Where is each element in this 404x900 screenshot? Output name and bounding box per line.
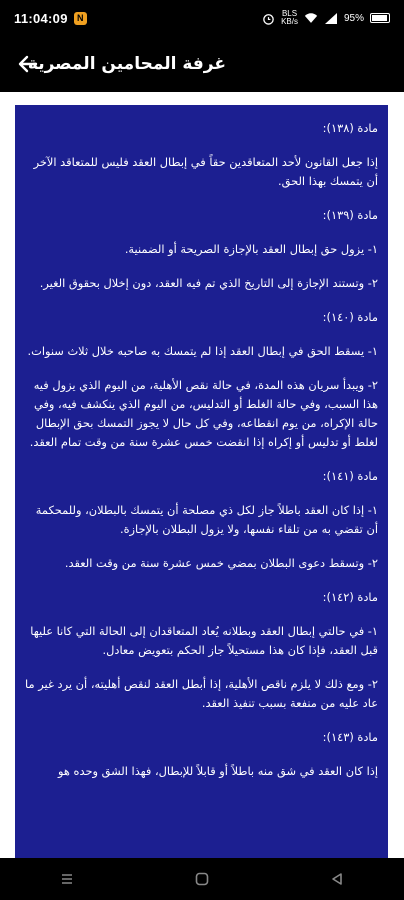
article-paragraph: ٢- ومع ذلك لا يلزم ناقص الأهلية، إذا أبطل العقد لنقص أهليته، أن يرد غير ما عاد عليه من منفعة بسبب تنفيذ العقد. bbox=[25, 677, 378, 710]
status-right bbox=[262, 10, 390, 26]
article-paragraph: ١- في حالتي إبطال العقد وبطلانه يُعاد المتعاقدان إلى الحالة التي كانا عليها قبل العقد، فإذا كان هذا مستحيلاً جاز الحكم بتعويض معادل. bbox=[30, 624, 378, 657]
page-title: غرفة المحامين المصرية bbox=[27, 54, 226, 74]
menu-icon bbox=[60, 872, 74, 886]
menu-button[interactable] bbox=[47, 864, 87, 894]
signal-icon bbox=[324, 12, 338, 24]
network-speed bbox=[281, 10, 298, 26]
app-notification-icon: N bbox=[74, 12, 87, 25]
article-paragraph: إذا جعل القانون لأحد المتعاقدين حقاً في إبطال العقد فليس للمتعاقد الآخر أن يتمسك بهذا الحق. bbox=[33, 155, 378, 188]
battery-percent: 95% bbox=[343, 12, 364, 24]
article-paragraph: ٢- وتسقط دعوى البطلان بمضي خمس عشرة سنة من وقت العقد. bbox=[64, 556, 378, 570]
battery-icon bbox=[370, 13, 390, 23]
article-paragraph: إذا كان العقد في شق منه باطلاً أو قابلاً للإبطال، فهذا الشق وحده هو bbox=[57, 764, 378, 778]
status-time: 11:04:09 bbox=[14, 10, 68, 26]
article-heading: مادة (١٤٠): bbox=[322, 310, 378, 324]
home-button[interactable] bbox=[182, 864, 222, 894]
article-heading: مادة (١٤١): bbox=[322, 469, 378, 483]
alarm-icon bbox=[262, 12, 275, 25]
article-paragraph: ٢- وتستند الإجازة إلى التاريخ الذي تم فيه العقد، دون إخلال بحقوق الغير. bbox=[39, 276, 378, 290]
article-heading: مادة (١٤٣): bbox=[322, 730, 378, 744]
app-bar bbox=[0, 36, 404, 92]
article-paragraph: ١- إذا كان العقد باطلاً جاز لكل ذي مصلحة أن يتمسك بالبطلان، وللمحكمة أن تقضي به من تلقاء نفسها، ولا يزول البطلان بالإجازة. bbox=[35, 503, 378, 536]
article-heading: مادة (١٣٨): bbox=[322, 121, 378, 135]
article-paragraph: ١- يسقط الحق في إبطال العقد إذا لم يتمسك به صاحبه خلال ثلاث سنوات. bbox=[27, 344, 378, 358]
network-speed-text: BLS KB/s bbox=[281, 9, 298, 26]
status-bar bbox=[0, 0, 404, 36]
back-button[interactable] bbox=[317, 864, 357, 894]
home-icon bbox=[194, 871, 210, 887]
content-area[interactable] bbox=[0, 92, 404, 858]
wifi-icon bbox=[304, 12, 318, 24]
article-panel bbox=[15, 105, 388, 858]
article-paragraph: ١- يزول حق إبطال العقد بالإجازة الصريحة أو الضمنية. bbox=[124, 242, 378, 256]
system-nav-bar bbox=[0, 858, 404, 900]
back-triangle-icon bbox=[330, 872, 344, 886]
article-heading: مادة (١٤٢): bbox=[322, 590, 378, 604]
article-heading: مادة (١٣٩): bbox=[322, 208, 378, 222]
article-paragraph: ٢- ويبدأ سريان هذه المدة، في حالة نقص الأهلية، من اليوم الذي يزول فيه هذا السبب، وفي حالة الغلط أو التدليس، من اليوم الذي ينكشف فيه، وفي حالة الإكراه، من يوم انقطاعه، وفي كل حال لا يجوز التمسك بحق الإبطال لغلط أو تدليس أو إكراه إذا انقضت خمس عشرة سنة من وقت تمام العقد. bbox=[29, 378, 378, 449]
